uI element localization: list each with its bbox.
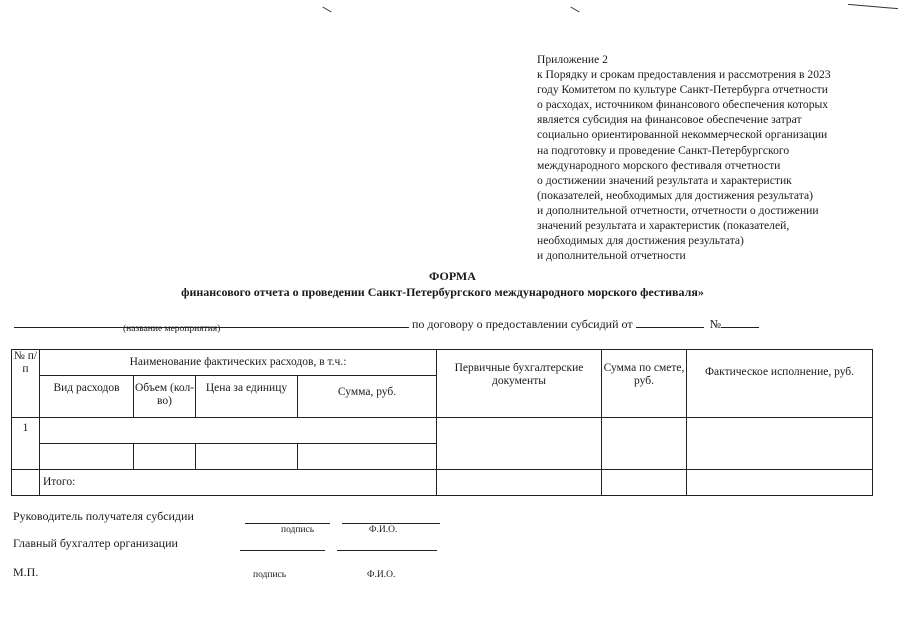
contract-number-blank	[721, 315, 759, 328]
scan-mark-left	[322, 7, 331, 13]
appendix-line: социально ориентированной некоммерческой организации	[537, 128, 828, 142]
accountant-signature-line	[240, 550, 325, 551]
row-type-cell	[40, 444, 134, 470]
row-expense-name-cell	[40, 418, 437, 444]
row-price-cell	[196, 444, 298, 470]
head-label: Руководитель получателя субсидии	[13, 509, 194, 523]
head-signature-line	[245, 523, 330, 524]
appendix-line: о достижении значений результата и характеристик	[537, 173, 792, 187]
appendix-line: и дополнительной отчетности, отчетности о достижении	[537, 203, 819, 217]
header-volume: Объем (кол-во)	[134, 376, 196, 418]
contract-text: по договору о предоставлении субсидий от	[412, 317, 633, 331]
row-estimate-cell	[602, 418, 687, 470]
appendix-line: международного морского фестиваля отчетности	[537, 158, 781, 172]
row-actual-cell	[687, 418, 873, 470]
row-volume-cell	[134, 444, 196, 470]
appendix-block	[537, 52, 887, 263]
accountant-signature-caption: подпись	[253, 570, 287, 580]
header-actual-execution: Фактическое исполнение, руб.	[687, 350, 873, 418]
scan-mark-right	[570, 7, 579, 13]
total-estimate-cell	[602, 470, 687, 496]
appendix-line: значений результата и характеристик (показателей,	[537, 219, 790, 233]
total-num-cell	[12, 470, 40, 496]
form-title: ФОРМА	[429, 269, 476, 283]
appendix-line: необходимых для достижения результата)	[537, 234, 744, 248]
header-num: № п/п	[12, 350, 40, 418]
report-table	[11, 349, 873, 496]
scan-mark-corner	[848, 4, 898, 9]
accountant-label: Главный бухгалтер организации	[13, 536, 178, 550]
header-estimate-sum: Сумма по смете, руб.	[602, 350, 687, 418]
head-signature-caption: подпись	[281, 525, 315, 535]
accountant-name-line	[337, 550, 437, 551]
appendix-line: является субсидия на финансовое обеспечение затрат	[537, 113, 802, 127]
appendix-line: на подготовку и проведение Санкт-Петербургского	[537, 143, 790, 157]
header-primary-docs: Первичные бухгалтерские документы	[437, 350, 602, 418]
total-actual-cell	[687, 470, 873, 496]
total-docs-cell	[437, 470, 602, 496]
appendix-line: (показателей, необходимых для достижения результата)	[537, 188, 813, 202]
form-subtitle: финансового отчета о проведении Санкт-Петербургского международного морского фестиваля»	[181, 285, 704, 299]
header-expense-type: Вид расходов	[40, 376, 134, 418]
row-number: 1	[12, 418, 40, 470]
appendix-line: о расходах, источником финансового обеспечения которых	[537, 98, 829, 112]
appendix-line: Приложение 2	[537, 53, 608, 66]
appendix-line: и дополнительной отчетности	[537, 249, 686, 263]
stamp-label: М.П.	[13, 565, 39, 579]
header-expense-names: Наименование фактических расходов, в т.ч.:	[40, 350, 437, 376]
contract-number-label: №	[709, 317, 722, 331]
event-name-caption: (название мероприятия)	[123, 324, 221, 334]
accountant-name-caption: Ф.И.О.	[367, 570, 396, 580]
appendix-line: году Комитетом по культуре Санкт-Петербурга отчетности	[537, 83, 828, 97]
total-label: Итого:	[40, 470, 437, 496]
head-name-line	[342, 523, 440, 524]
header-sum: Сумма, руб.	[298, 376, 437, 418]
row-sum-cell	[298, 444, 437, 470]
head-name-caption: Ф.И.О.	[369, 525, 398, 535]
header-unit-price: Цена за единицу	[196, 376, 298, 418]
row-docs-cell	[437, 418, 602, 470]
appendix-line: к Порядку и срокам предоставления и рассмотрения в 2023	[537, 68, 831, 82]
contract-date-blank	[636, 315, 704, 328]
